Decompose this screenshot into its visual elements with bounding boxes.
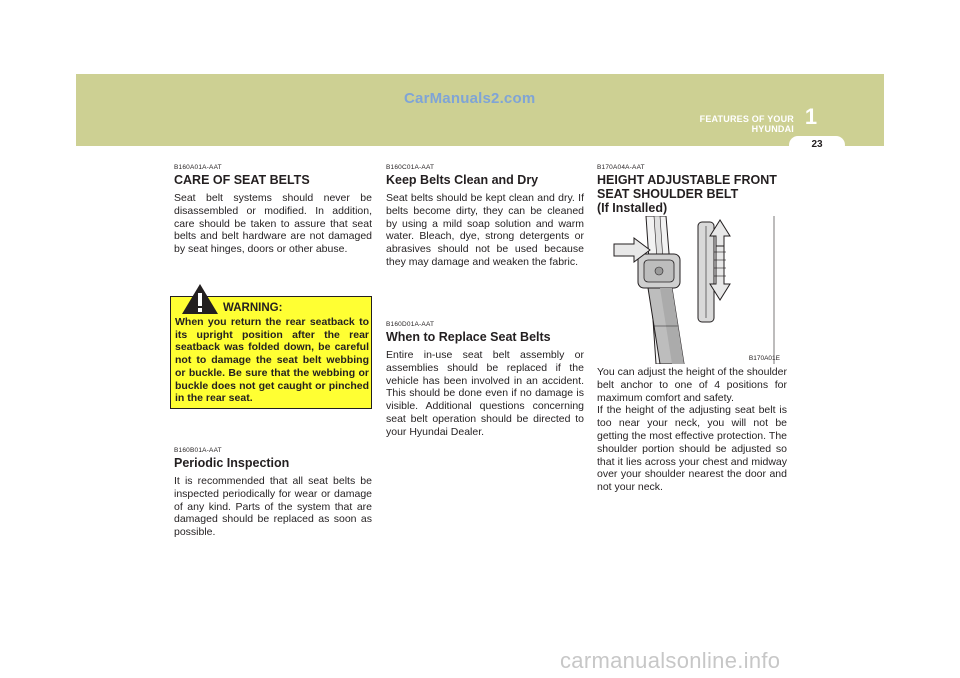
seat-belt-illustration [598, 216, 784, 364]
section-code: B160A01A-AAT [174, 164, 222, 171]
section-heading: When to Replace Seat Belts [386, 330, 551, 344]
heading-line: HEIGHT ADJUSTABLE FRONT [597, 173, 777, 187]
column-right-text [597, 366, 787, 494]
section-heading: Periodic Inspection [174, 456, 290, 470]
section-text: It is recommended that all seat belts be inspected periodically for wear or damage of any kind. Parts of the system that are damaged should be replaced as soon as possible. [174, 475, 372, 539]
section-text: Seat belt systems should never be disassembled or modified. In addition, care should be taken to assure that seat belts and belt hardware are not damaged by seat hinges, doors or other abuse. [174, 192, 372, 256]
seat-belt-anchor-figure [598, 216, 784, 364]
section-heading [597, 173, 787, 215]
page-number: 23 [811, 139, 823, 150]
section-text: Entire in-use seat belt assembly or assemblies should be replaced if the vehicle has been involved in an accident. This should be done even if no damage is visible. Additional questions concerning seat belt operation should be directed to your Hyundai Dealer. [386, 349, 584, 438]
warning-triangle-icon [180, 282, 220, 316]
section-text: If the height of the adjusting seat belt is too near your neck, you will not be getting the most effective protection. The shoulder portion should be adjusted so that it lies across your chest and midway over your shoulder nearest the door and not your neck. [597, 404, 787, 494]
header-band [76, 74, 884, 146]
section-code: B160D01A-AAT [386, 321, 435, 328]
column-middle [386, 164, 584, 269]
section-code: B160B01A-AAT [174, 447, 222, 454]
figure-code: B170A01E [748, 355, 780, 362]
section-code: B170A04A-AAT [597, 164, 645, 171]
section-heading: Keep Belts Clean and Dry [386, 173, 539, 187]
heading-line: (If Installed) [597, 201, 668, 215]
heading-line: SEAT SHOULDER BELT [597, 187, 739, 201]
section-heading: CARE OF SEAT BELTS [174, 173, 310, 187]
section-code: B160C01A-AAT [386, 164, 435, 171]
chapter-title: FEATURES OF YOUR HYUNDAI [699, 114, 794, 134]
column-middle-lower [386, 321, 584, 439]
section-text: Seat belts should be kept clean and dry. If belts become dirty, they can be cleaned by using a mild soap solution and warm water. Bleach, dye, strong detergents or abrasives should not be used because they may damage and weaken the fabric. [386, 192, 584, 268]
section-text: You can adjust the height of the shoulder belt anchor to one of 4 positions for maximum comfort and safety. [597, 366, 787, 404]
site-link[interactable]: CarManuals2.com [404, 90, 536, 107]
page-header [0, 0, 960, 150]
footer-watermark[interactable]: carmanualsonline.info [560, 648, 781, 673]
column-left [174, 164, 372, 256]
chapter-number: 1 [804, 104, 818, 129]
column-left-lower [174, 447, 372, 539]
column-right [597, 164, 787, 215]
warning-text: When you return the rear seatback to its upright position after the rear seatback was folded down, be careful not to damage the seat belt webbing or buckle. Be sure that the webbing or buckle does not get caught or pinched in the rear seat. [175, 316, 369, 405]
warning-title: WARNING: [223, 302, 283, 314]
